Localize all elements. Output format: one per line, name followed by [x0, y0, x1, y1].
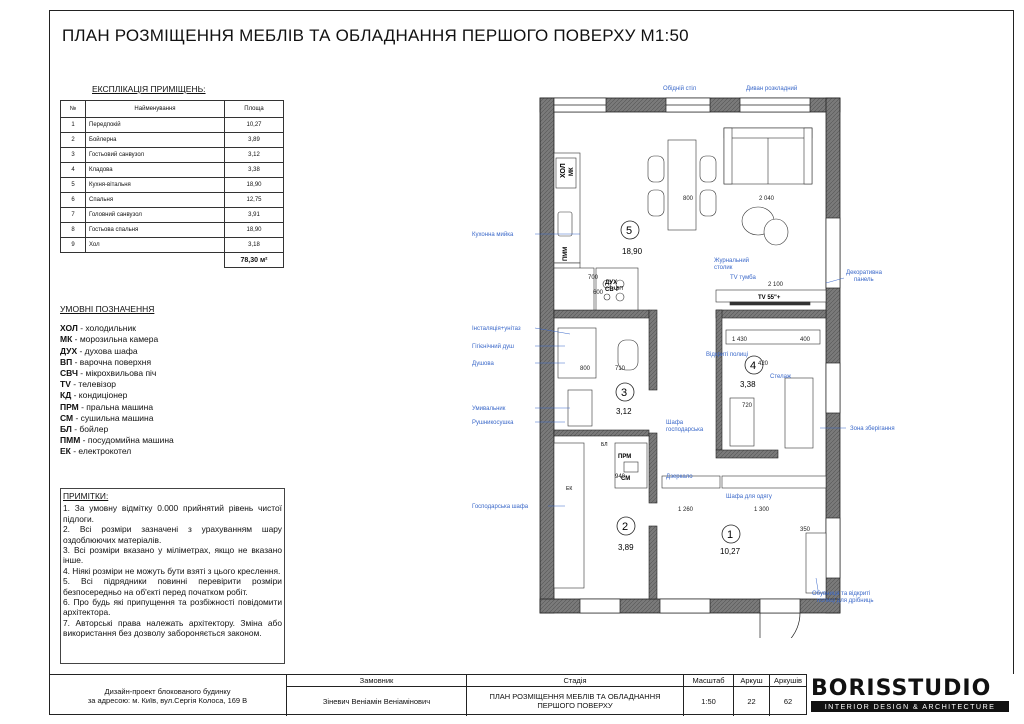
- table-row: [61, 238, 284, 253]
- room-name: Головний санвузол: [86, 208, 225, 223]
- callout-utility-cabinet: Шафа: [666, 420, 684, 426]
- stage-line-2: ПЕРШОГО ПОВЕРХУ: [537, 701, 613, 710]
- callout-tv-stand: TV тумба: [730, 275, 756, 281]
- washer-label: ПРМ: [618, 454, 632, 460]
- legend-item: [60, 379, 290, 390]
- legend-abbr: ПММ: [60, 435, 81, 446]
- svg-text:3: 3: [621, 387, 628, 399]
- note-item: 1. За умовну відмітку 0.000 прийнятий рівень чистої підлоги.: [63, 503, 282, 524]
- oven-label: ДУХ: [605, 280, 618, 286]
- svg-text:800: 800: [683, 196, 694, 202]
- callout-shower: Душова: [472, 361, 494, 367]
- column-header-area: Площа: [225, 101, 284, 118]
- legend-text: - телевізор: [70, 379, 117, 390]
- explication-title: ЕКСПЛІКАЦІЯ ПРИМІЩЕНЬ:: [92, 84, 206, 94]
- table-row: [61, 118, 284, 133]
- legend-text: - сушильна машина: [73, 412, 154, 423]
- freezer-label: МК: [569, 167, 575, 176]
- logo-name: BORISSTUDIO: [811, 676, 992, 701]
- sheet-value: 22: [747, 696, 756, 706]
- legend-abbr: КД: [60, 390, 72, 401]
- callout-dining-table: Обідній стіл: [663, 86, 697, 92]
- svg-text:710: 710: [615, 366, 626, 372]
- hob-label: ВП: [616, 286, 623, 292]
- legend-item: [60, 346, 290, 357]
- note-item: 7. Авторські права належать архітектору. Зміна або використання без дозволу забороняється законом.: [63, 617, 282, 639]
- scale-value: 1:50: [701, 696, 716, 706]
- table-row: [61, 133, 284, 148]
- room-area: 3,18: [225, 238, 284, 253]
- callout-deco-panel: Декоративна: [846, 270, 882, 276]
- svg-text:10,27: 10,27: [720, 547, 741, 556]
- room-number: 1: [61, 118, 86, 133]
- svg-text:2 100: 2 100: [768, 282, 784, 288]
- legend-item: [60, 357, 290, 368]
- table-row: [61, 178, 284, 193]
- dining-table: [648, 140, 716, 230]
- room-name: Кухня-вітальня: [86, 178, 225, 193]
- svg-text:800: 800: [580, 366, 591, 372]
- svg-text:3,89: 3,89: [618, 543, 634, 552]
- svg-text:940: 940: [615, 474, 626, 480]
- scale-cell: [683, 675, 733, 716]
- legend-text: - холодильник: [77, 323, 136, 334]
- callout-hygienic-shower: Гігієнічний душ: [472, 344, 514, 350]
- room-number: 8: [61, 223, 86, 238]
- room-name: Спальня: [86, 193, 225, 208]
- sheet-cell: [733, 675, 769, 716]
- room-number: 3: [61, 148, 86, 163]
- explication-table: [60, 100, 284, 268]
- note-item: 4. Ніякі розміри не можуть бути взяті з цього креслення.: [63, 565, 281, 576]
- note-item: 2. Всі розміри зазначені з урахуванням шару оздоблюючих матеріалів.: [63, 524, 282, 545]
- scale-header: Масштаб: [684, 675, 733, 687]
- table-header-row: [61, 101, 284, 118]
- legend-item: [60, 435, 290, 446]
- svg-text:столик: столик: [714, 265, 733, 271]
- legend-text: - варочна поверхня: [72, 356, 152, 367]
- callout-shoe-rack: Обувниця та відкриті: [812, 591, 871, 597]
- legend-item: [60, 446, 290, 457]
- callout-towel-dryer: Рушникосушка: [472, 420, 514, 426]
- callout-sink: Кухонна мийка: [472, 232, 514, 238]
- legend-abbr: БЛ: [60, 424, 72, 435]
- dishwasher-label: ПММ: [563, 246, 569, 261]
- room-number: 2: [61, 133, 86, 148]
- room-name: Передпокій: [86, 118, 225, 133]
- sheet-header: Аркуш: [734, 675, 769, 687]
- coffee-tables: [742, 207, 788, 245]
- page-title: ПЛАН РОЗМІЩЕННЯ МЕБЛІВ ТА ОБЛАДНАННЯ ПЕРШОГО ПОВЕРХУ М1:50: [62, 26, 689, 45]
- notes-list: [63, 503, 282, 638]
- project-name: Дизайн-проект блокованого будинку: [104, 686, 231, 696]
- note-item: 3. Всі розміри вказано у міліметрах, якщо не вказано інше.: [63, 545, 282, 566]
- legend-item: [60, 402, 290, 413]
- legend-item: [60, 334, 290, 345]
- table-row: [61, 163, 284, 178]
- project-address: за адресою: м. Київ, вул.Сергія Колоса, 169 В: [87, 695, 248, 705]
- svg-text:1: 1: [727, 529, 734, 541]
- legend-item: [60, 413, 290, 424]
- svg-text:600: 600: [593, 290, 604, 296]
- svg-text:350: 350: [800, 527, 811, 533]
- stage-cell: [466, 675, 683, 716]
- callout-sofa: Диван розкладний: [746, 86, 798, 92]
- fridge-label: ХОЛ: [560, 163, 567, 178]
- svg-text:720: 720: [742, 403, 753, 409]
- legend-text: - духова шафа: [77, 345, 138, 356]
- room-area: 3,38: [225, 163, 284, 178]
- room-area: 3,12: [225, 148, 284, 163]
- legend-text: - посудомийна машина: [80, 435, 174, 446]
- legend-abbr: ХОЛ: [60, 323, 78, 334]
- svg-text:3,38: 3,38: [740, 380, 756, 389]
- legend-item: [60, 390, 290, 401]
- room-number: 4: [61, 163, 86, 178]
- client-name: Зіневич Веніамін Веніамінович: [322, 696, 431, 706]
- svg-text:2 040: 2 040: [759, 196, 775, 202]
- legend-abbr: МК: [60, 334, 73, 345]
- room-area: 12,75: [225, 193, 284, 208]
- svg-text:1 300: 1 300: [754, 507, 770, 513]
- room-number: 6: [61, 193, 86, 208]
- svg-text:3,12: 3,12: [616, 407, 632, 416]
- sheets-cell: [769, 675, 806, 716]
- legend-text: - бойлер: [71, 424, 109, 435]
- room-name: Хол: [86, 238, 225, 253]
- studio-logo: [806, 674, 1015, 715]
- ek-label: ЕК: [566, 486, 573, 492]
- legend-text: - морозильна камера: [72, 334, 159, 345]
- callout-rack: Стелаж: [770, 374, 792, 380]
- stage-header: Стадія: [467, 675, 683, 687]
- svg-text:5: 5: [626, 225, 633, 237]
- sheets-header: Аркушів: [770, 675, 806, 687]
- column-header-name: Найменування: [86, 101, 225, 118]
- table-row: [61, 208, 284, 223]
- svg-text:господарська: господарська: [666, 427, 704, 433]
- svg-text:полиці для дрібниць: полиці для дрібниць: [817, 598, 874, 604]
- svg-text:4: 4: [750, 360, 757, 372]
- dryer-label: СМ: [621, 476, 631, 482]
- room-name: Гостьовий санвузол: [86, 148, 225, 163]
- legend-item: [60, 323, 290, 334]
- column-header-number: №: [61, 101, 86, 118]
- project-cell: [49, 675, 286, 716]
- legend-item: [60, 368, 290, 379]
- room-number: 7: [61, 208, 86, 223]
- legend-abbr: СВЧ: [60, 368, 78, 379]
- callout-utility-wardrobe: Господарська шафа: [472, 504, 529, 510]
- note-item: 5. Всі підрядники повинні перевірити розміри безпосередньо на об'єкті перед початком робіт.: [63, 576, 282, 597]
- floor-plan: [440, 78, 920, 638]
- notes-title: ПРИМІТКИ:: [63, 491, 109, 501]
- table-row: [61, 148, 284, 163]
- note-item: 6. Про будь які припущення та розбіжності повідомити архітектора.: [63, 597, 282, 618]
- svg-text:420: 420: [758, 361, 769, 367]
- legend-text: - мікрохвильова піч: [77, 368, 157, 379]
- boiler-room-appliances: [554, 443, 647, 588]
- legend-item: [60, 424, 290, 435]
- room-area: 10,27: [225, 118, 284, 133]
- svg-text:400: 400: [800, 337, 811, 343]
- tv-label: TV 55"+: [758, 295, 781, 301]
- table-row: [61, 193, 284, 208]
- sheets-value: 62: [783, 696, 793, 706]
- room-name: Бойлерна: [86, 133, 225, 148]
- legend-section: [60, 304, 290, 458]
- total-area: 78,30 м²: [225, 253, 284, 268]
- legend-text: - пральна машина: [78, 401, 154, 412]
- room-number: 5: [61, 178, 86, 193]
- room-name: Кладова: [86, 163, 225, 178]
- room-area: 18,90: [225, 223, 284, 238]
- boiler-label: БЛ: [601, 442, 608, 448]
- client-header: Замовник: [287, 675, 466, 687]
- room-marker: [616, 383, 634, 416]
- callout-mirror: Дзеркало: [666, 474, 693, 480]
- room-area: 3,89: [225, 133, 284, 148]
- room-name: Гостьова спальня: [86, 223, 225, 238]
- room-area: 18,90: [225, 178, 284, 193]
- client-cell: [286, 675, 466, 716]
- legend-abbr: ДУХ: [60, 345, 78, 356]
- callout-open-shelves: Відкриті полиці: [706, 352, 748, 358]
- svg-text:панель: панель: [854, 277, 874, 283]
- legend-abbr: TV: [60, 379, 71, 390]
- legend-text: - кондиціонер: [71, 390, 128, 401]
- svg-text:700: 700: [588, 275, 599, 281]
- table-total-row: [61, 253, 284, 268]
- entrance-door: [760, 599, 800, 638]
- callout-installation: Інсталяція+унітаз: [472, 326, 521, 332]
- callout-clothes-wardrobe: Шафа для одягу: [726, 494, 772, 500]
- sofa: [724, 128, 812, 184]
- logo-tagline: INTERIOR DESIGN & ARCHITECTURE: [811, 701, 1009, 712]
- room-marker: [720, 525, 741, 556]
- svg-text:2: 2: [622, 521, 629, 533]
- room-marker: [621, 221, 643, 256]
- svg-text:18,90: 18,90: [622, 247, 643, 256]
- legend-title: УМОВНІ ПОЗНАЧЕННЯ: [60, 304, 155, 314]
- legend-abbr: СМ: [60, 412, 74, 423]
- room-number: 9: [61, 238, 86, 253]
- table-row: [61, 223, 284, 238]
- microwave-label: СВЧ: [605, 287, 618, 293]
- notes-section: [60, 488, 285, 664]
- storage-shelves: [726, 330, 820, 448]
- svg-text:1 260: 1 260: [678, 507, 694, 513]
- callout-coffee-tables: Журнальний: [714, 258, 750, 264]
- callout-washbasin: Умивальник: [472, 406, 506, 412]
- legend-text: - електрокотел: [70, 446, 132, 457]
- legend-abbr: ПРМ: [60, 401, 79, 412]
- legend-abbr: ВП: [60, 356, 73, 367]
- legend-abbr: ЕК: [60, 446, 71, 457]
- explication-section: [60, 84, 285, 268]
- room-marker: [617, 517, 635, 552]
- svg-text:1 430: 1 430: [732, 337, 748, 343]
- callout-storage-zone: Зона зберігання: [850, 426, 895, 432]
- legend-list: [60, 323, 290, 457]
- room-area: 3,91: [225, 208, 284, 223]
- stage-line-1: ПЛАН РОЗМІЩЕННЯ МЕБЛІВ ТА ОБЛАДНАННЯ: [489, 692, 661, 701]
